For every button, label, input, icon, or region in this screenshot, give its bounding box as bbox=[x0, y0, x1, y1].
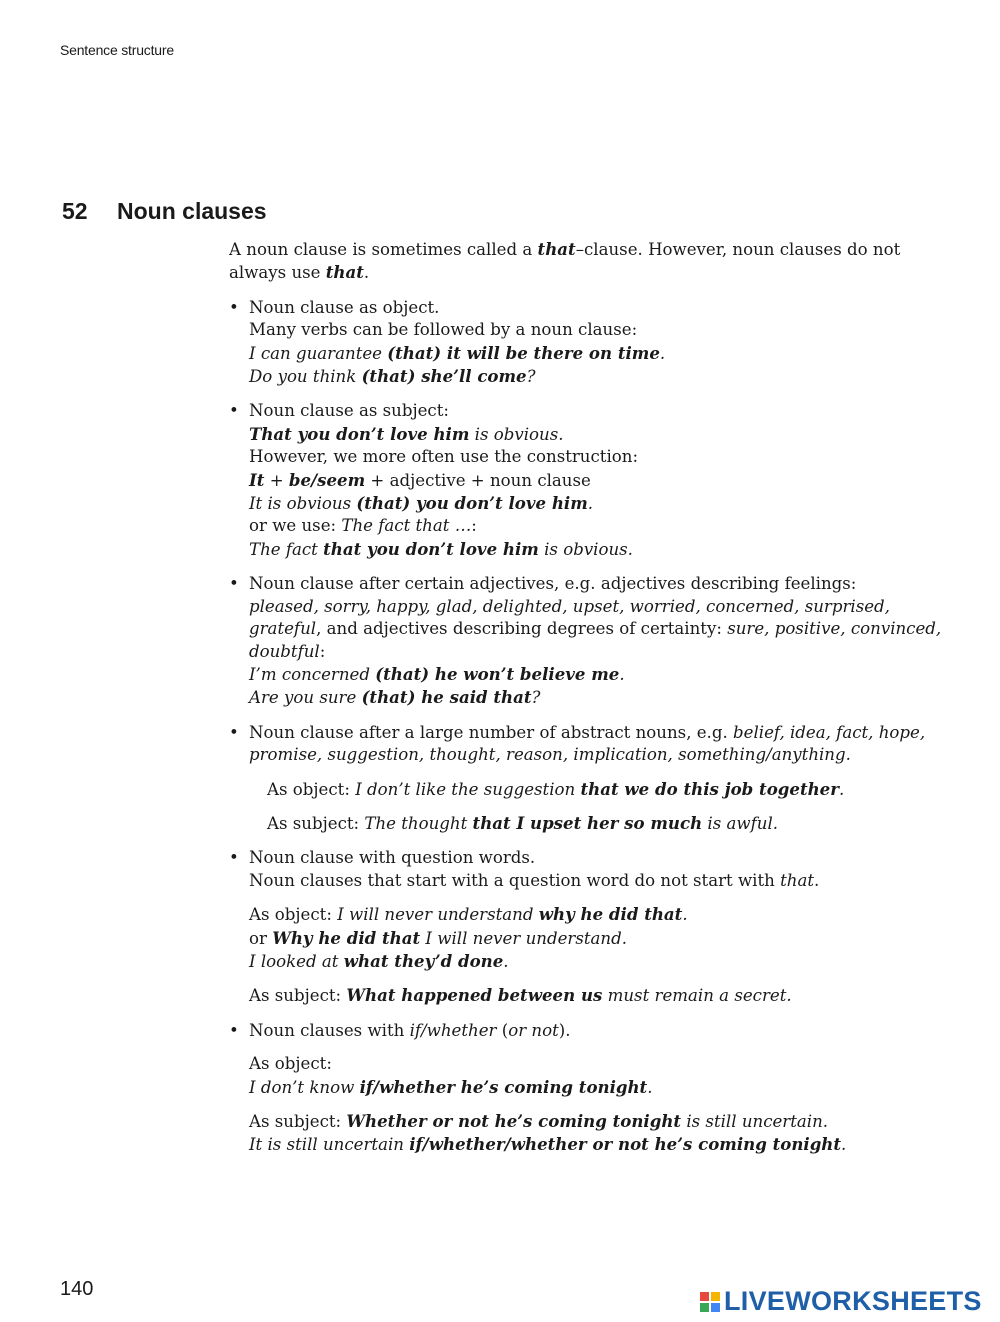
bullet-heading: Noun clauses with if/whether (or not). bbox=[249, 1020, 571, 1040]
example: I looked at what they’d done. bbox=[249, 950, 509, 971]
bullet-icon: • bbox=[229, 297, 239, 317]
logo-text: LIVEWORKSHEETS bbox=[724, 1286, 982, 1316]
logo-square bbox=[700, 1292, 709, 1301]
bullet-text: Many verbs can be followed by a noun clause: bbox=[249, 320, 638, 340]
liveworksheets-logo bbox=[700, 1286, 982, 1317]
section-number: 52 bbox=[62, 198, 88, 224]
bullet-text: However, we more often use the construction: bbox=[249, 447, 639, 467]
bullet-noun-clause-subject bbox=[229, 400, 949, 561]
bullet-noun-clause-abstract-nouns bbox=[229, 722, 949, 836]
logo-icon bbox=[700, 1292, 720, 1312]
bullet-noun-clause-adjectives bbox=[229, 573, 949, 709]
bullet-text: Noun clauses that start with a question word do not start with that. bbox=[249, 870, 820, 890]
bullet-noun-clause-if-whether bbox=[229, 1020, 949, 1157]
bullet-noun-clause-question-words bbox=[229, 847, 949, 1007]
example: I’m concerned (that) he won’t believe me. bbox=[249, 663, 625, 684]
example: Are you sure (that) he said that? bbox=[249, 687, 541, 708]
example: or Why he did that I will never understand. bbox=[249, 927, 627, 948]
bullet-text: or we use: The fact that …: bbox=[249, 516, 477, 536]
logo-square bbox=[711, 1292, 720, 1301]
bullet-heading: Noun clause after certain adjectives, e.g. adjectives describing feelings: bbox=[249, 574, 857, 594]
bullet-heading: Noun clause after a large number of abstract nouns, e.g. belief, idea, fact, hope, promise, suggestion, thought, reason, implication, something/anything. bbox=[249, 722, 926, 765]
bullet-icon: • bbox=[229, 722, 239, 742]
example: As subject: What happened between us must remain a secret. bbox=[249, 985, 792, 1006]
example: Do you think (that) she’ll come? bbox=[249, 366, 536, 387]
example: I don’t know if/whether he’s coming tonight. bbox=[249, 1076, 653, 1097]
bullet-heading: Noun clause with question words. bbox=[249, 848, 536, 868]
bullet-noun-clause-object bbox=[229, 297, 949, 389]
content-body bbox=[229, 238, 949, 1169]
example: As subject: The thought that I upset her so much is awful. bbox=[267, 812, 779, 833]
example: The fact that you don’t love him is obvious. bbox=[249, 538, 633, 559]
page-number: 140 bbox=[60, 1278, 94, 1300]
intro-paragraph: A noun clause is sometimes called a that–clause. However, noun clauses do not always use that. bbox=[229, 239, 901, 283]
bullet-heading: Noun clause as object. bbox=[249, 297, 440, 317]
section-title: Noun clauses bbox=[117, 198, 267, 224]
example: It is obvious (that) you don’t love him. bbox=[249, 493, 594, 514]
formula: It + be/seem + adjective + noun clause bbox=[249, 469, 591, 490]
example: As object: I will never understand why he did that. bbox=[249, 904, 688, 925]
bullet-icon: • bbox=[229, 574, 239, 594]
running-header: Sentence structure bbox=[60, 42, 174, 58]
logo-square bbox=[700, 1303, 709, 1312]
bullet-icon: • bbox=[229, 1020, 239, 1040]
example: As subject: Whether or not he’s coming tonight is still uncertain. bbox=[249, 1111, 829, 1131]
logo-square bbox=[711, 1303, 720, 1312]
example: As object: I don’t like the suggestion that we do this job together. bbox=[267, 778, 845, 799]
example: I can guarantee (that) it will be there on time. bbox=[249, 342, 666, 363]
example: That you don’t love him is obvious. bbox=[249, 423, 564, 444]
adjective-list: pleased, sorry, happy, glad, delighted, upset, worried, concerned, surprised, grateful, and adjectives describing degrees of certainty: sure, positive, convinced, doubtful: bbox=[249, 596, 942, 661]
bullet-icon: • bbox=[229, 401, 239, 421]
bullet-heading: Noun clause as subject: bbox=[249, 401, 449, 421]
bullet-icon: • bbox=[229, 848, 239, 868]
example: It is still uncertain if/whether/whether or not he’s coming tonight. bbox=[249, 1134, 847, 1155]
bullet-text: As object: bbox=[249, 1054, 332, 1074]
